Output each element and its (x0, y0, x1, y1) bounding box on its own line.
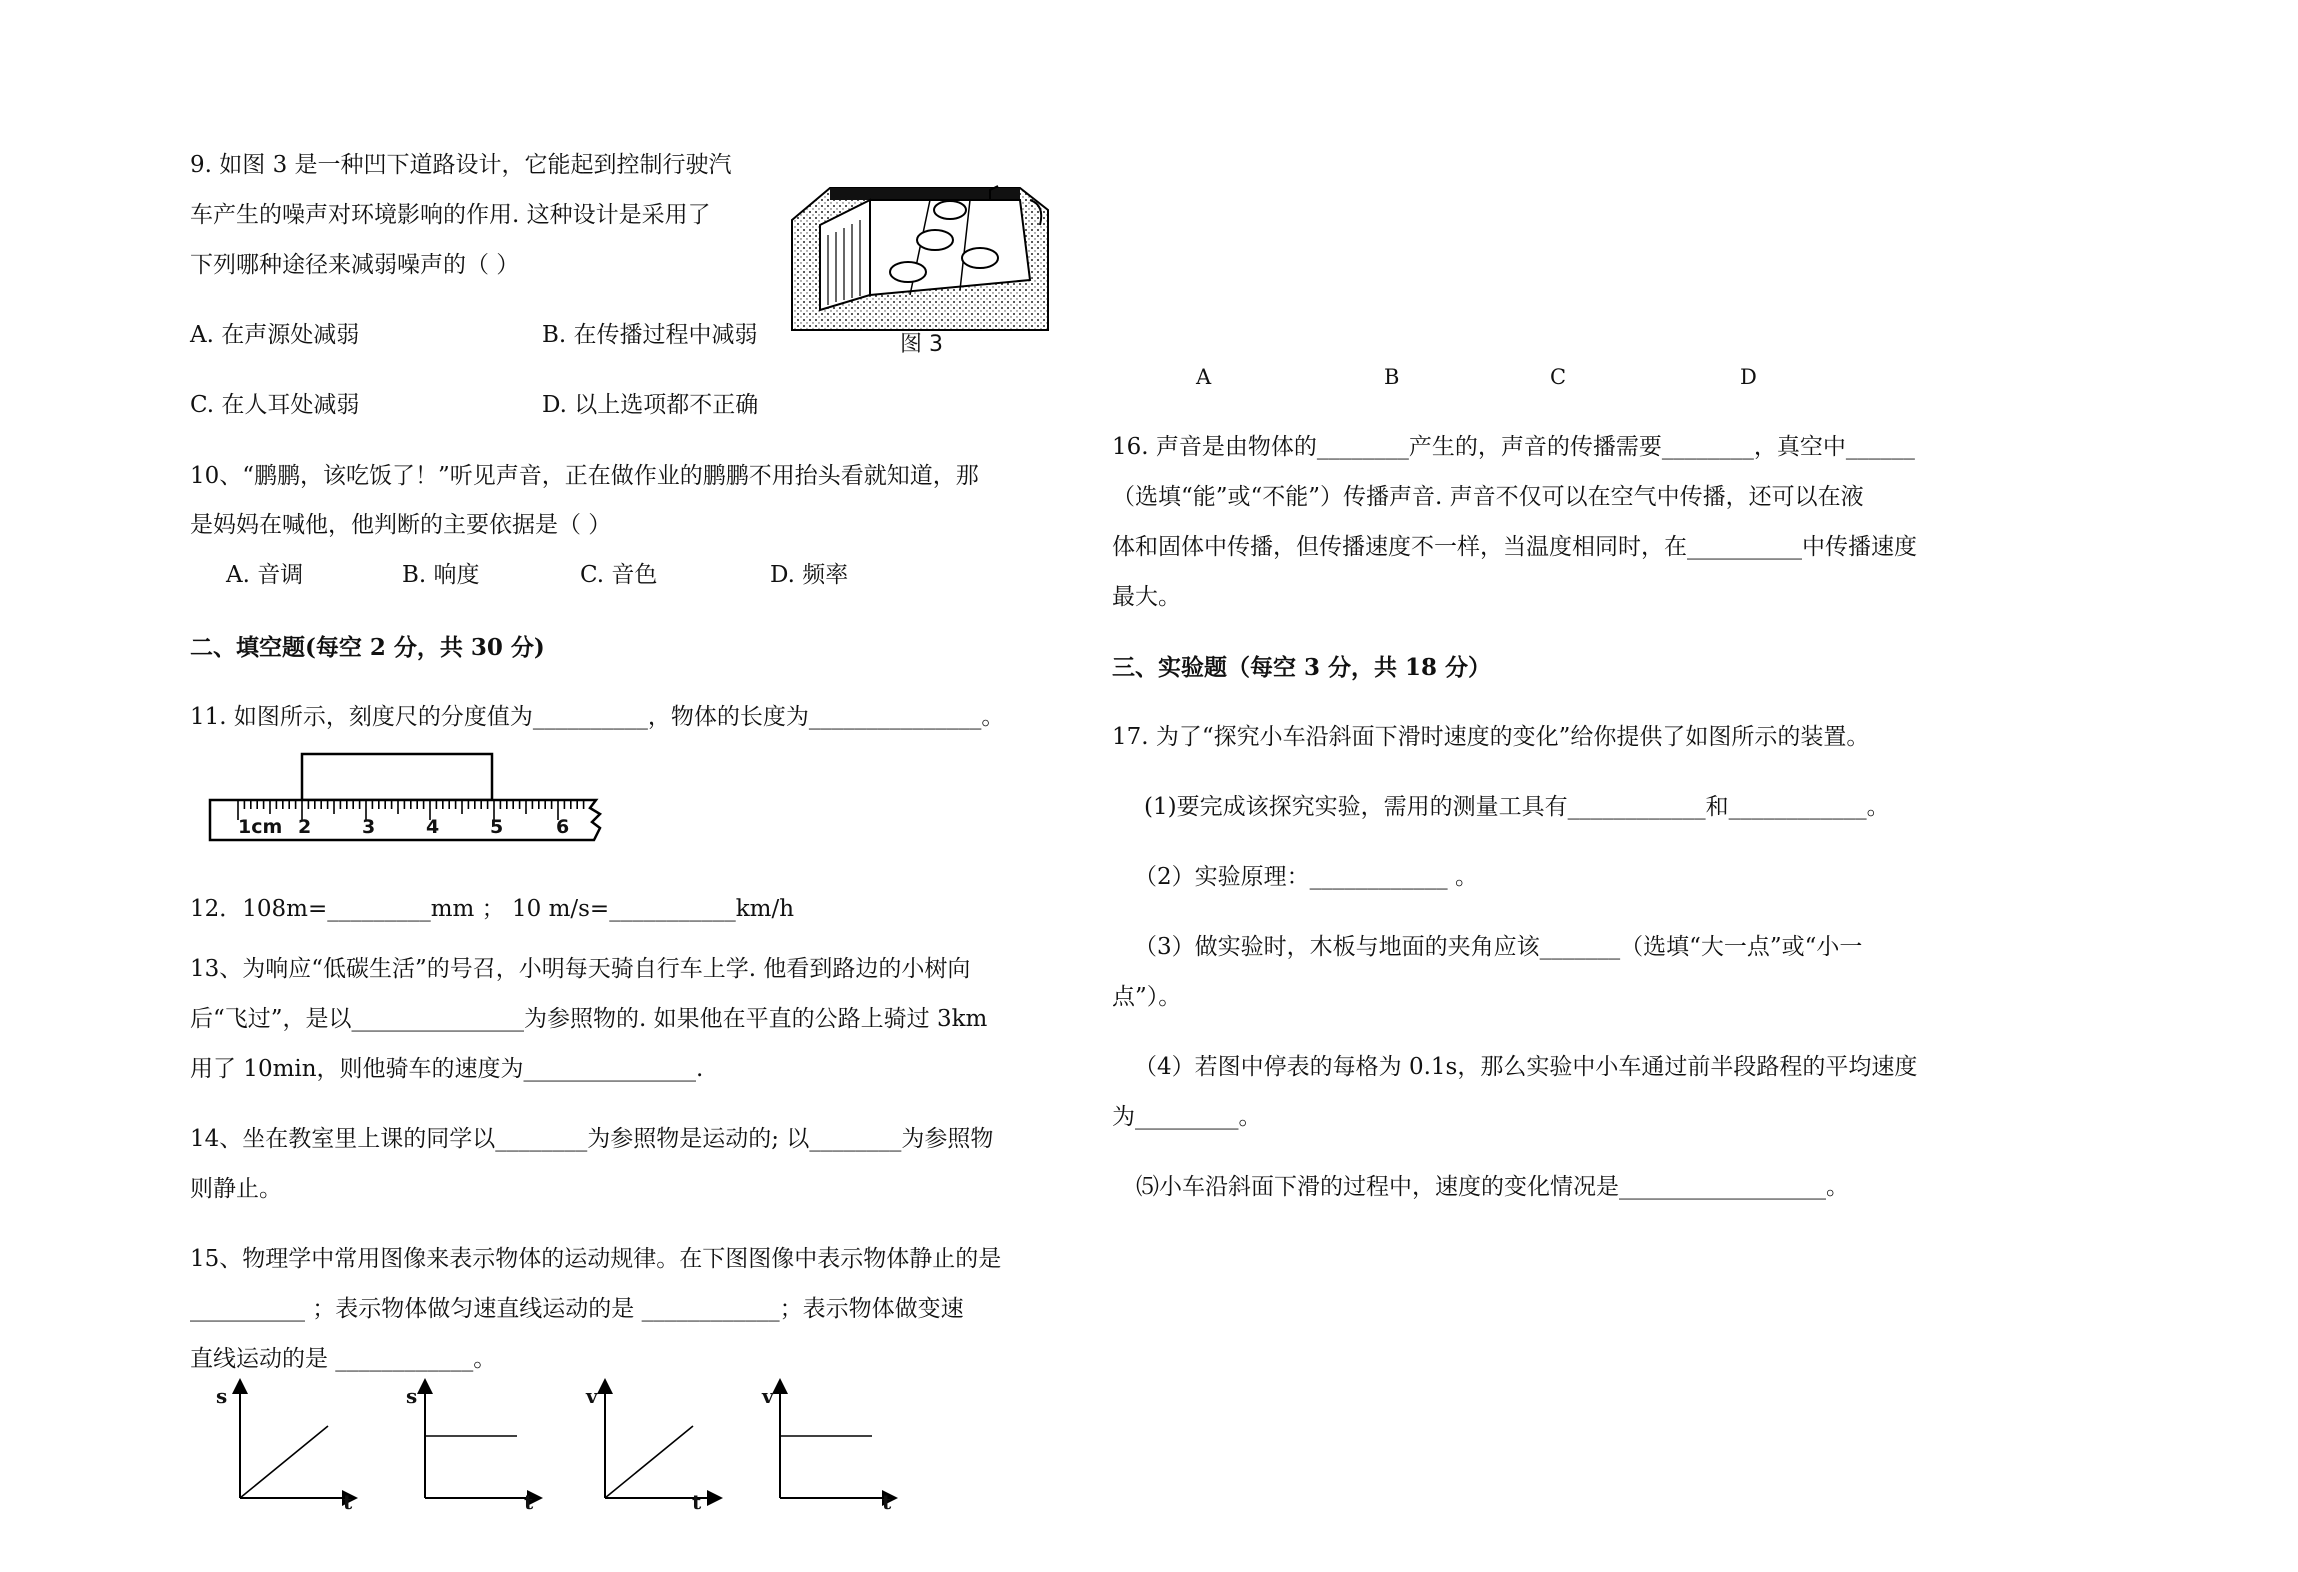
q10-line2: 是妈妈在喊他，他判断的主要依据是（ ） (190, 512, 612, 538)
graph-c-x-label: t (692, 1490, 702, 1514)
graph-letter-c: C (1550, 365, 1567, 389)
q9-line3: 下列哪种途径来减弱噪声的（ ） (190, 252, 520, 278)
graph-a-x-label: t (343, 1490, 353, 1514)
section3-title: 三、实验题（每空 3 分，共 18 分） (1112, 654, 1492, 681)
q14-line2: 则静止。 (190, 1176, 282, 1202)
q9-option-b: B. 在传播过程中减弱 (542, 322, 758, 348)
ruler-label-1cm: 1cm (238, 816, 283, 838)
graph-d-y-label: v (762, 1384, 774, 1408)
q10-option-c: C. 音色 (580, 562, 658, 588)
q16-line2: （选填“能”或“不能”）传播声音. 声音不仅可以在空气中传播，还可以在液 (1112, 484, 1864, 510)
graph-a-y-label: s (216, 1384, 228, 1408)
motion-graphs (200, 1380, 940, 1520)
q9-option-d: D. 以上选项都不正确 (542, 392, 759, 418)
q12-line1: 12．108m=_________mm ； 10 m/s=___________km/h (190, 896, 795, 922)
ruler-label-5: 5 (490, 816, 504, 838)
q17-line1: 17. 为了“探究小车沿斜面下滑时速度的变化”给你提供了如图所示的装置。 (1112, 724, 1870, 750)
q16-line1: 16. 声音是由物体的________产生的，声音的传播需要________，真空中______ (1112, 434, 1915, 460)
graph-b-x-label: t (524, 1490, 534, 1514)
section2-title: 二、填空题(每空 2 分，共 30 分) (190, 634, 545, 661)
q16-line3: 体和固体中传播，但传播速度不一样，当温度相同时，在__________中传播速度 (1112, 534, 1917, 560)
ruler-label-2: 2 (298, 816, 312, 838)
q9-line1: 9. 如图 3 是一种凹下道路设计，它能起到控制行驶汽 (190, 152, 732, 178)
graph-rising-line (240, 1426, 328, 1498)
q17-part3b: 点”）。 (1112, 984, 1182, 1010)
graph-b-y-label: s (406, 1384, 418, 1408)
q15-line3: 直线运动的是 ____________。 (190, 1346, 497, 1372)
q10-option-a: A. 音调 (226, 562, 304, 588)
q17-part5: ⑸小车沿斜面下滑的过程中，速度的变化情况是__________________。 (1136, 1174, 1849, 1200)
q10-option-b: B. 响度 (402, 562, 480, 588)
q13-line3: 用了 10min，则他骑车的速度为_______________. (190, 1056, 704, 1082)
q17-part4a: （4）若图中停表的每格为 0.1s，那么实验中小车通过前半段路程的平均速度 (1134, 1054, 1918, 1080)
q11-line1: 11. 如图所示，刻度尺的分度值为__________，物体的长度为_______________。 (190, 704, 1005, 730)
graph-c-y-label: v (586, 1384, 598, 1408)
q9-option-a: A. 在声源处减弱 (190, 322, 360, 348)
q10-line1: 10、“鹏鹏，该吃饭了！”听见声音，正在做作业的鹏鹏不用抬头看就知道，那 (190, 463, 979, 489)
q14-line1: 14、坐在教室里上课的同学以________为参照物是运动的; 以________为参照物 (190, 1126, 994, 1152)
q17-part1: (1)要完成该探究实验，需用的测量工具有____________和____________。 (1144, 794, 1890, 820)
q17-part4b: 为_________。 (1112, 1104, 1262, 1130)
q13-line1: 13、为响应“低碳生活”的号召，小明每天骑自行车上学. 他看到路边的小树向 (190, 956, 971, 982)
fig3-caption: 图 3 (900, 332, 943, 357)
ruler-label-4: 4 (426, 816, 440, 838)
graph-letter-d: D (1740, 365, 1757, 389)
q13-line2: 后“飞过”，是以_______________为参照物的. 如果他在平直的公路上骑过 3km (190, 1006, 988, 1032)
q10-option-d: D. 频率 (770, 562, 849, 588)
q16-line4: 最大。 (1112, 584, 1181, 610)
graph-letter-b: B (1384, 365, 1400, 389)
q15-line1: 15、物理学中常用图像来表示物体的运动规律。在下图图像中表示物体静止的是 (190, 1246, 1002, 1272)
graph-d-x-label: t (882, 1490, 892, 1514)
q9-option-c: C. 在人耳处减弱 (190, 392, 360, 418)
graph-letter-a: A (1196, 365, 1212, 389)
q15-line2: __________ ；表示物体做匀速直线运动的是 ____________；表示物体做变速 (190, 1296, 964, 1322)
q17-part3a: （3）做实验时，木板与地面的夹角应该_______（选填“大一点”或“小一 (1134, 934, 1863, 960)
ruler-label-6: 6 (556, 816, 570, 838)
ruler-label-3: 3 (362, 816, 376, 838)
q17-part2: （2）实验原理：____________ 。 (1134, 864, 1478, 890)
q9-line2: 车产生的噪声对环境影响的作用. 这种设计是采用了 (190, 202, 711, 228)
graph-rising-line (605, 1426, 693, 1498)
